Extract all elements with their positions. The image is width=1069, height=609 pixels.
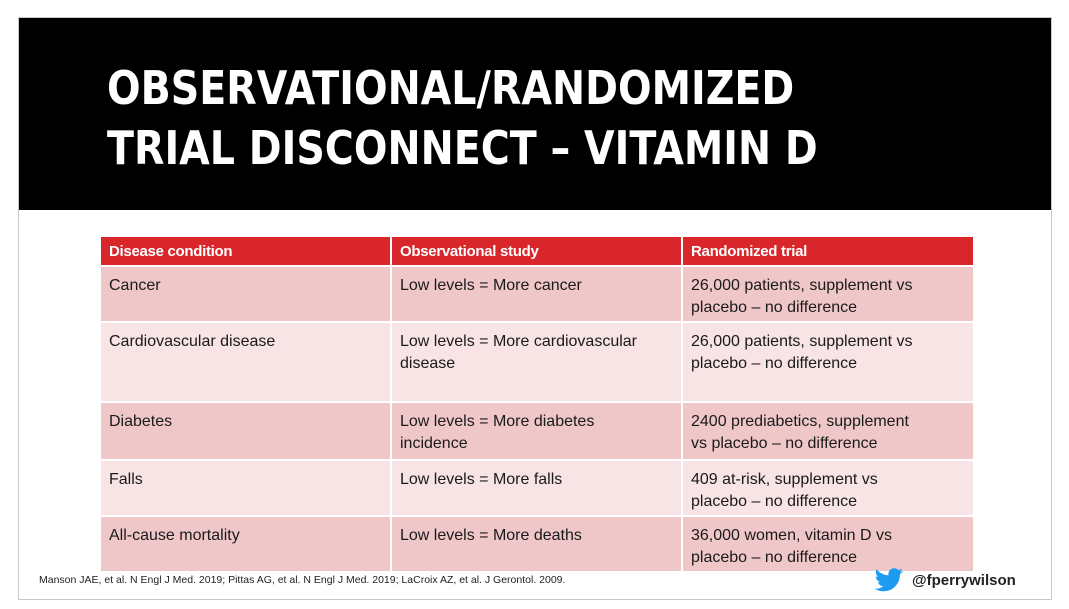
observational-line: incidence: [400, 435, 468, 452]
randomized-cell: [682, 322, 973, 402]
randomized-line: 26,000 patients, supplement vs: [691, 333, 913, 350]
comparison-table-wrap: [101, 237, 973, 571]
table-row: [101, 402, 973, 460]
randomized-cell: [682, 516, 973, 571]
randomized-line: placebo – no difference: [691, 299, 858, 316]
title-line-2: TRIAL DISCONNECT – VITAMIN D: [107, 121, 818, 175]
condition-cell: All-cause mortality: [101, 516, 391, 571]
slide: [18, 17, 1052, 600]
table-row: [101, 516, 973, 571]
randomized-line: 409 at-risk, supplement vs: [691, 471, 878, 488]
twitter-bird-icon: [874, 568, 904, 592]
header-randomized-trial: Randomized trial: [682, 237, 973, 266]
observational-cell: Low levels = More falls: [391, 460, 682, 516]
randomized-line: placebo – no difference: [691, 355, 858, 372]
condition-cell: Cancer: [101, 266, 391, 322]
table-row: [101, 322, 973, 402]
randomized-cell: [682, 460, 973, 516]
citation-text: Manson JAE, et al. N Engl J Med. 2019; Pittas AG, et al. N Engl J Med. 2019; LaCroix AZ, et al. J Gerontol. 2009.: [39, 574, 566, 586]
randomized-line: 2400 prediabetics, supplement: [691, 413, 909, 430]
observational-cell: [391, 322, 682, 402]
randomized-cell: [682, 266, 973, 322]
observational-line: disease: [400, 355, 456, 372]
randomized-line: 26,000 patients, supplement vs: [691, 277, 913, 294]
title-band: [19, 18, 1051, 210]
slide-title: [107, 58, 898, 178]
condition-cell: Cardiovascular disease: [101, 322, 391, 402]
handle-text: @fperrywilson: [912, 571, 1016, 589]
observational-line: Low levels = More cardiovascular: [400, 333, 637, 350]
observational-cell: Low levels = More cancer: [391, 266, 682, 322]
header-observational-study: Observational study: [391, 237, 682, 266]
header-disease-condition: Disease condition: [101, 237, 391, 266]
observational-cell: Low levels = More deaths: [391, 516, 682, 571]
randomized-cell: [682, 402, 973, 460]
randomized-line: placebo – no difference: [691, 493, 858, 510]
title-line-1: OBSERVATIONAL/RANDOMIZED: [107, 61, 795, 115]
table-row: [101, 460, 973, 516]
randomized-line: placebo – no difference: [691, 549, 858, 566]
condition-cell: Diabetes: [101, 402, 391, 460]
observational-line: Low levels = More diabetes: [400, 413, 595, 430]
comparison-table: [101, 237, 973, 571]
twitter-handle[interactable]: [874, 566, 1016, 594]
randomized-line: vs placebo – no difference: [691, 435, 878, 452]
table-row: [101, 266, 973, 322]
condition-cell: Falls: [101, 460, 391, 516]
table-header-row: [101, 237, 973, 266]
randomized-line: 36,000 women, vitamin D vs: [691, 527, 892, 544]
observational-cell: [391, 402, 682, 460]
